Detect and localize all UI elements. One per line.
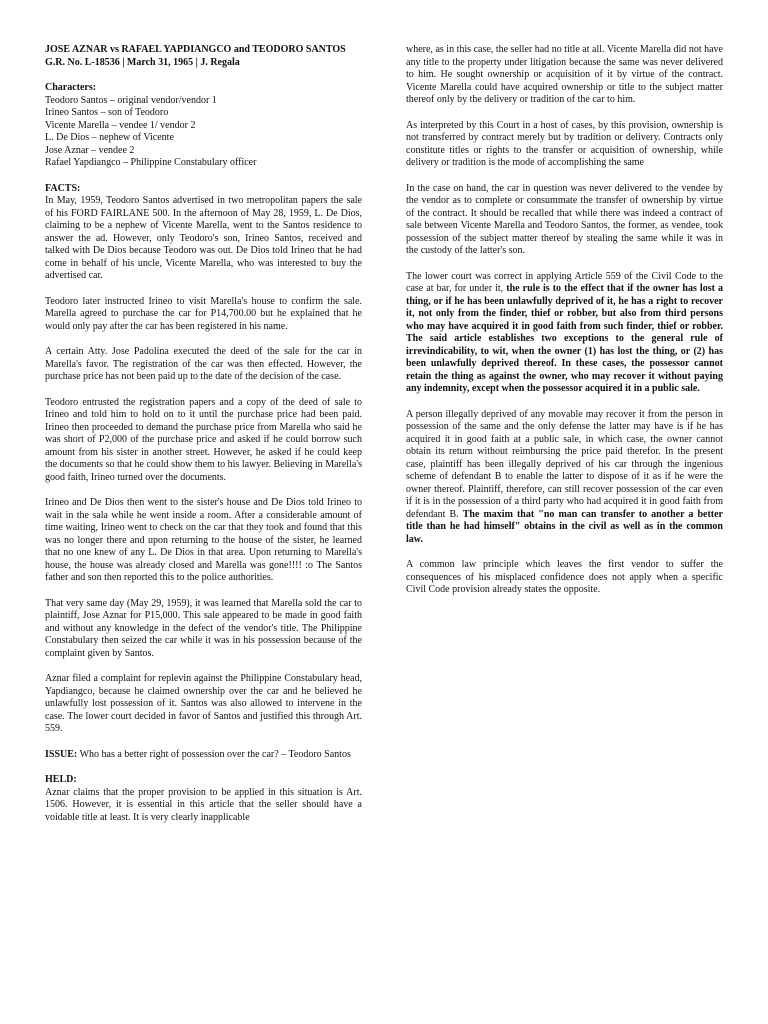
- left-column: [45, 44, 362, 837]
- held-text: Aznar claims that the proper provision to be applied in this situation is Art. 1506. However, it is essential in this article that the seller should have a voidable title at least. It is very clearly inapplicable: [45, 786, 362, 823]
- held-paragraph-6: A common law principle which leaves the first vendor to suffer the consequences of his misplaced confidence does not apply when a specific Civil Code provision already states the opposite.: [406, 559, 723, 595]
- character-item: Vicente Marella – vendee 1/ vendor 2: [45, 119, 196, 131]
- held-paragraph-4: [406, 271, 723, 396]
- held-paragraph-3: In the case on hand, the car in question was never delivered to the vendee by the vendor as to complete or consummate the transfer of ownership by virtue of the contract. It should be recalled that while there was indeed a contract of sale between Vicente Marella and Teodoro Santos, the former, as vendee, took possession of the subject matter thereof by stealing the same while it was in the custody of the latter's son.: [406, 182, 723, 256]
- facts-paragraph-5: Irineo and De Dios then went to the sister's house and De Dios told Irineo to wait in the sala while he went inside a room. After a considerable amount of time waiting, Irineo went to check on the car that they took and found that this was no longer there and upon returning to the house of the sister, he learned that no one knew of any L. De Dios in that area. Upon returning to Marella's house, the house was already closed and Marella was gone!!!! :o The Santos father and son then reported this to the police authorities.: [45, 497, 362, 583]
- facts-paragraph-2: Teodoro later instructed Irineo to visit Marella's house to confirm the sale. Marella agreed to purchase the car for P14,700.00 but he explained that he would only pay after the car has been registered in his name.: [45, 295, 362, 332]
- character-item: Irineo Santos – son of Teodoro: [45, 107, 169, 118]
- issue-heading: ISSUE:: [45, 748, 78, 760]
- issue-section: [45, 749, 362, 762]
- held-paragraph-1: where, as in this case, the seller had no title at all. Vicente Marella did not have any title to the property under litigation because the same was never delivered to him. He sought ownership or acquisition of it by virtue of the contract. Vicente Marella could have acquired ownership or title to the subject matter thereof only by the delivery or tradition of the car to him.: [406, 44, 723, 105]
- case-citation: G.R. No. L-18536 | March 31, 1965 | J. Regala: [45, 56, 240, 68]
- maxim-text: The maxim that "no man can transfer to another a better title than he had himself" obtains in the civil as well as in the common law.: [406, 508, 723, 545]
- character-item: Rafael Yapdiangco – Philippine Constabulary officer: [45, 157, 257, 168]
- facts-paragraph-1: [45, 183, 362, 283]
- art-559-rule: the rule is to the effect that if the owner has lost a thing, or if he has been unlawfully deprived of it, he has a right to recover it, not only from the finder, thief or robber, but also from third persons who may have acquired it in good faith from such finder, thief or robber. The said article establishes two exceptions to the general rule of irrevindicability, to wit, when the owner (1) has lost the thing, or (2) has been unlawfully deprived thereof. In these cases, the possessor cannot retain the thing as against the owner, who may recover it without paying any indemnity, except when the possessor acquired it in a public sale.: [406, 283, 723, 394]
- character-item: L. De Dios – nephew of Vicente: [45, 132, 174, 143]
- characters-heading: Characters:: [45, 82, 97, 93]
- facts-text: In May, 1959, Teodoro Santos advertised in two metropolitan papers the sale of his FORD FAIRLANE 500. In the afternoon of May 28, 1959, L. De Dios, claiming to be a nephew of Vicente Marella, went to the Santos residence to answer the ad. However, only Teodoro's son, Irineo Santos, received and talked with De Dios because Teodoro was out. De Dios told Irineo that he had come in behalf of his uncle, Vicente Marella, who was interested to buy the advertised car.: [45, 195, 362, 281]
- art-559-intro: The lower court was correct in applying Article 559 of the Civil Code to the case at bar, for under it,: [406, 270, 723, 294]
- held-heading: HELD:: [45, 774, 77, 785]
- held-section: [45, 774, 362, 824]
- character-item: Teodoro Santos – original vendor/vendor 1: [45, 94, 217, 106]
- character-item: Jose Aznar – vendee 2: [45, 144, 135, 156]
- facts-paragraph-4: Teodoro entrusted the registration papers and a copy of the deed of sale to Irineo and told him to hold on to it until the purchase price had been paid. Irineo then proceeded to demand the purchase price from Marella who said he was short of P2,000 of the purchase price and asked if he could borrow such amount from his sister in another street. However, he asked if he could keep the documents so that he could show them to his lawyer. Believing in Marella's good faith, Irineo turned over the documents.: [45, 396, 362, 483]
- held-paragraph-2: As interpreted by this Court in a host of cases, by this provision, ownership is not transferred by contract merely but by tradition or delivery. Contracts only constitute titles or rights to the transfer or acquisition of ownership, while delivery or tradition is the mode of accomplishing the same: [406, 119, 723, 168]
- held-paragraph-5: [406, 409, 723, 547]
- characters-section: [45, 82, 362, 170]
- issue-text: Who has a better right of possession over the car? – Teodoro Santos: [79, 748, 351, 760]
- case-title: JOSE AZNAR vs RAFAEL YAPDIANGCO and TEODORO SANTOS: [45, 44, 346, 55]
- facts-paragraph-7: Aznar filed a complaint for replevin against the Philippine Constabulary head, Yapdiangco, because he claimed ownership over the car and he believed he unlawfully lost possession of it. Santos was also allowed to intervene in the case. The lower court decided in favor of Santos and justified this through Art. 559.: [45, 673, 362, 734]
- facts-heading: FACTS:: [45, 182, 81, 194]
- right-column: [406, 44, 723, 610]
- illegal-deprivation-text: A person illegally deprived of any movable may recover it from the person in possession of the same and the only defense the latter may have is if he has acquired it in good faith at a public sale, in which case, the owner cannot obtain its return without reimbursing the price paid therefor. In the present case, plaintiff has been illegally deprived of his car through the ingenious scheme of defendant B to enable the latter to dispose of it as if he were the owner thereof. Plaintiff, therefore, can still recover possession of the car even if it is in the possession of a third party who had acquired it in good faith from defendant B.: [406, 408, 723, 520]
- facts-paragraph-3: A certain Atty. Jose Padolina executed the deed of the sale for the car in Marella's favor. The registration of the car was then effected. However, the purchase price has not been paid up to the date of the decision of the case.: [45, 346, 362, 382]
- case-header: [45, 44, 362, 69]
- facts-paragraph-6: That very same day (May 29, 1959), it was learned that Marella sold the car to plaintiff, Jose Aznar for P15,000. This sale appeared to be made in good faith and without any knowledge in the defect of the vendor's title. The Philippine Constabulary then seized the car while it was in his possession because of the complaint given by Santos.: [45, 597, 362, 659]
